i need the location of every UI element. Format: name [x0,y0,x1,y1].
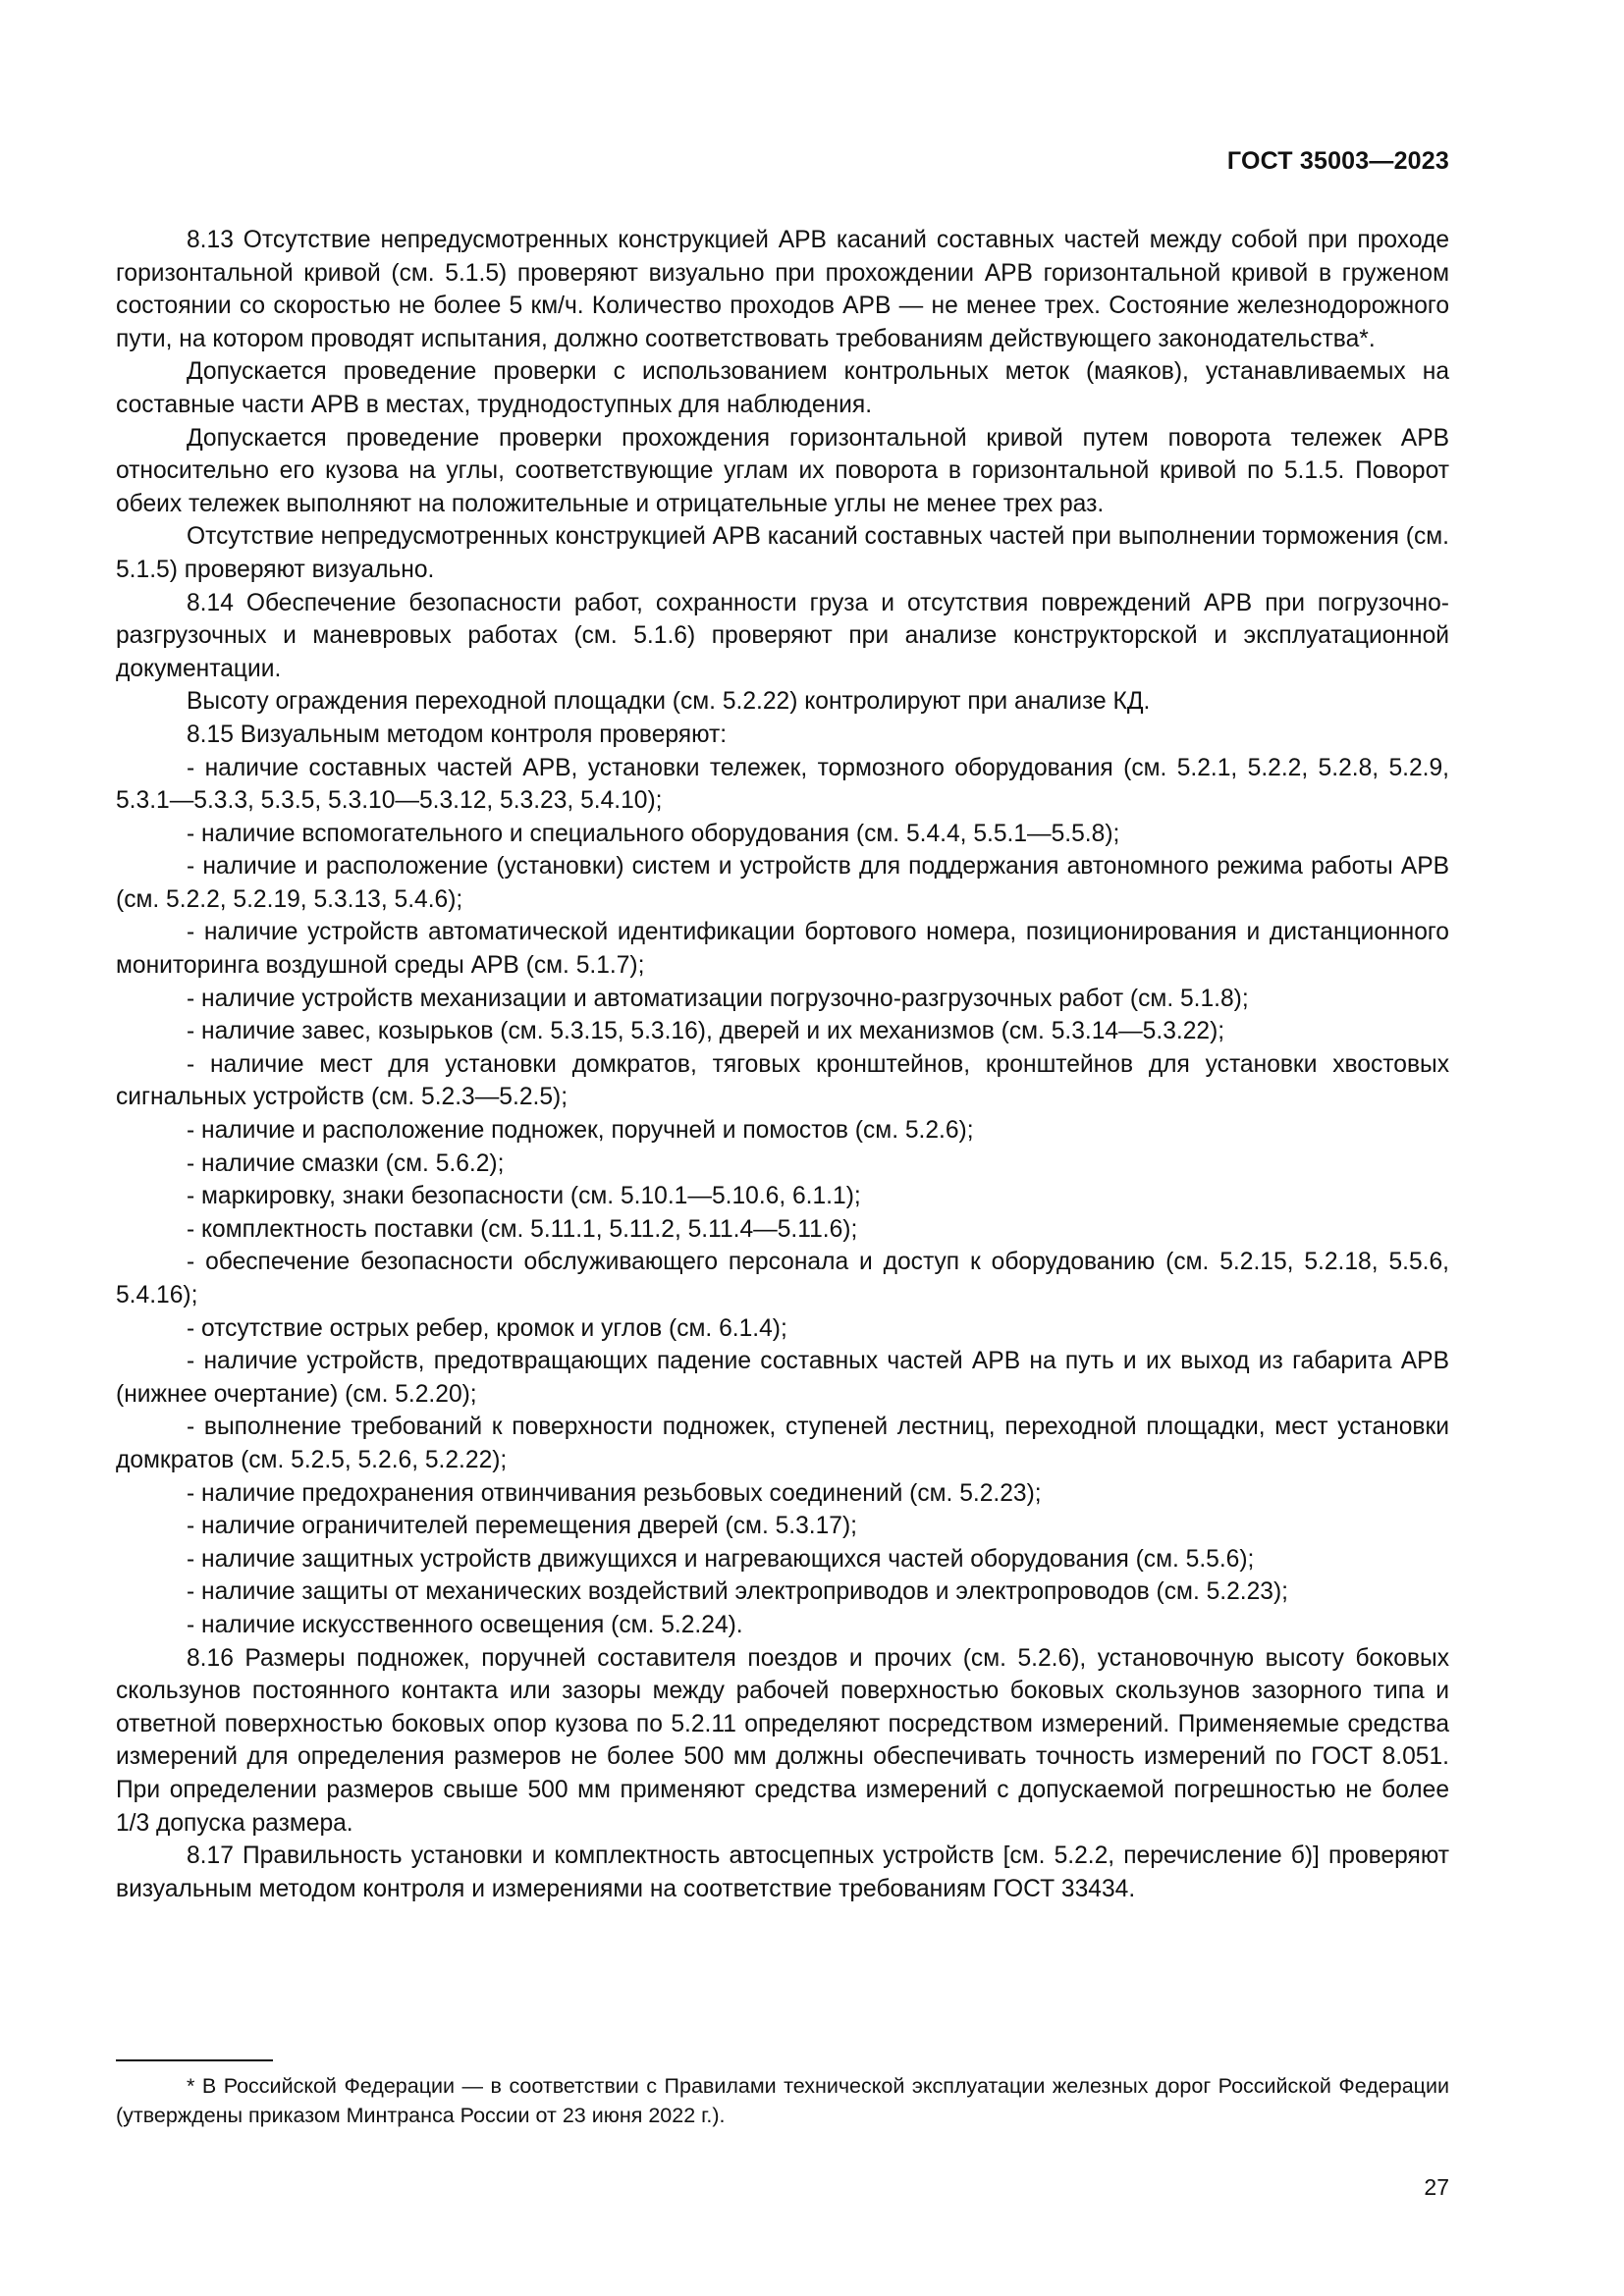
paragraph: Высоту ограждения переходной площадки (см. 5.2.22) контролируют при анализе КД. [187,688,1151,716]
page-number: 27 [1424,2174,1449,2200]
list-item: - наличие искусственного освещения (см. 5.2.24). [187,1611,743,1638]
list-item: - наличие защиты от механических воздействий электроприводов и электропроводов (см. 5.2.23); [187,1578,1289,1606]
document-page [116,0,1449,2296]
list-item: - наличие предохранения отвинчивания резьбовых соединений (см. 5.2.23); [187,1479,1042,1507]
paragraph-8-14: 8.14 Обеспечение безопасности работ, сохранности груза и отсутствия повреждений АРВ при погрузочно-разгрузочных и маневровых работах (см. 5.1.6) проверяют при анализе конструкторской и эксплуатационной документации. [116,589,1449,682]
footnote-divider [116,2059,273,2061]
list-item: - комплектность поставки (см. 5.11.1, 5.11.2, 5.11.4—5.11.6); [187,1215,858,1243]
list-item: - наличие и расположение подножек, поручней и помостов (см. 5.2.6); [187,1117,974,1145]
footnote: * В Российской Федерации — в соответствии с Правилами технической эксплуатации железных дорог Российской Федерации (утверждены приказом Минтранса России от 23 июня 2022 г.). [116,2074,1449,2127]
paragraph: Допускается проведение проверки с использованием контрольных меток (маяков), устанавливаемых на составные части АРВ в местах, труднодоступных для наблюдения. [116,358,1449,418]
list-item: - наличие ограничителей перемещения дверей (см. 5.3.17); [187,1513,858,1540]
list-item: - наличие мест для установки домкратов, тяговых кронштейнов, кронштейнов для установки хвостовых сигнальных устройств (см. 5.2.3—5.2.5); [116,1050,1449,1111]
paragraph: Допускается проведение проверки прохождения горизонтальной кривой путем поворота тележек АРВ относительно его кузова на углы, соответствующие углам их поворота в горизонтальной кривой по 5.1.5. Поворот обеих тележек выполняют на положительные и отрицательные углы не менее трех раз. [116,424,1449,517]
paragraph-8-15: 8.15 Визуальным методом контроля проверяют: [187,721,728,748]
paragraph: Отсутствие непредусмотренных конструкцией АРВ касаний составных частей при выполнении торможения (см. 5.1.5) проверяют визуально. [116,523,1449,583]
document-code-header: ГОСТ 35003—2023 [1226,147,1449,175]
list-item: - наличие устройств автоматической идентификации бортового номера, позиционирования и дистанционного мониторинга воздушной среды АРВ (см. 5.1.7); [116,919,1449,980]
list-item: - наличие составных частей АРВ, установки тележек, тормозного оборудования (см. 5.2.1, 5.2.2, 5.2.8, 5.2.9, 5.3.1—5.3.3, 5.3.5, 5.3.10—5.3.12, 5.3.23, 5.4.10); [116,754,1449,815]
list-item: - наличие смазки (см. 5.6.2); [187,1149,505,1177]
list-item: - наличие защитных устройств движущихся и нагревающихся частей оборудования (см. 5.5.6); [187,1545,1255,1573]
list-item: - наличие устройств, предотвращающих падение составных частей АРВ на путь и их выход из габарита АРВ (нижнее очертание) (см. 5.2.20); [116,1348,1449,1408]
list-item: - маркировку, знаки безопасности (см. 5.10.1—5.10.6, 6.1.1); [187,1183,861,1210]
list-item: - наличие завес, козырьков (см. 5.3.15, 5.3.16), дверей и их механизмов (см. 5.3.14—5.3.22); [187,1018,1225,1045]
list-item: - наличие и расположение (установки) систем и устройств для поддержания автономного режима работы АРВ (см. 5.2.2, 5.2.19, 5.3.13, 5.4.6); [116,853,1449,913]
list-item: - отсутствие острых ребер, кромок и углов (см. 6.1.4); [187,1314,787,1342]
list-item: - выполнение требований к поверхности подножек, ступеней лестниц, переходной площадки, мест установки домкратов (см. 5.2.5, 5.2.6, 5.2.22); [116,1414,1449,1473]
paragraph-8-16: 8.16 Размеры подножек, поручней составителя поездов и прочих (см. 5.2.6), установочную высоту боковых скользунов постоянного контакта или зазоры между рабочей поверхностью боковых скользунов зазорного типа и ответной поверхностью боковых опор кузова по 5.2.11 определяют посредством измерений. Применяемые средства измерений для определения размеров не более 500 мм должны обеспечивать точность измерений по ГОСТ 8.051. При определении размеров свыше 500 мм применяют средства измерений с допускаемой погрешностью не более 1/3 допуска размера. [116,1644,1449,1837]
list-item: - наличие устройств механизации и автоматизации погрузочно-разгрузочных работ (см. 5.1.8); [187,985,1249,1012]
list-item: - обеспечение безопасности обслуживающего персонала и доступ к оборудованию (см. 5.2.15, 5.2.18, 5.5.6, 5.4.16); [116,1249,1449,1308]
document-body [116,224,1449,1905]
list-item: - наличие вспомогательного и специального оборудования (см. 5.4.4, 5.5.1—5.5.8); [187,820,1120,847]
paragraph-8-13: 8.13 Отсутствие непредусмотренных конструкцией АРВ касаний составных частей между собой при проходе горизонтальной кривой (см. 5.1.5) проверяют визуально при прохождении АРВ горизонтальной кривой в груженом состоянии со скоростью не более 5 км/ч. Количество проходов АРВ — не менее трех. Состояние железнодорожного пути, на котором проводят испытания, должно соответствовать требованиям действующего законодательства*. [116,227,1449,352]
paragraph-8-17: 8.17 Правильность установки и комплектность автосцепных устройств [см. 5.2.2, перечисление б)] проверяют визуальным методом контроля и измерениями на соответствие требованиям ГОСТ 33434. [116,1842,1449,1902]
